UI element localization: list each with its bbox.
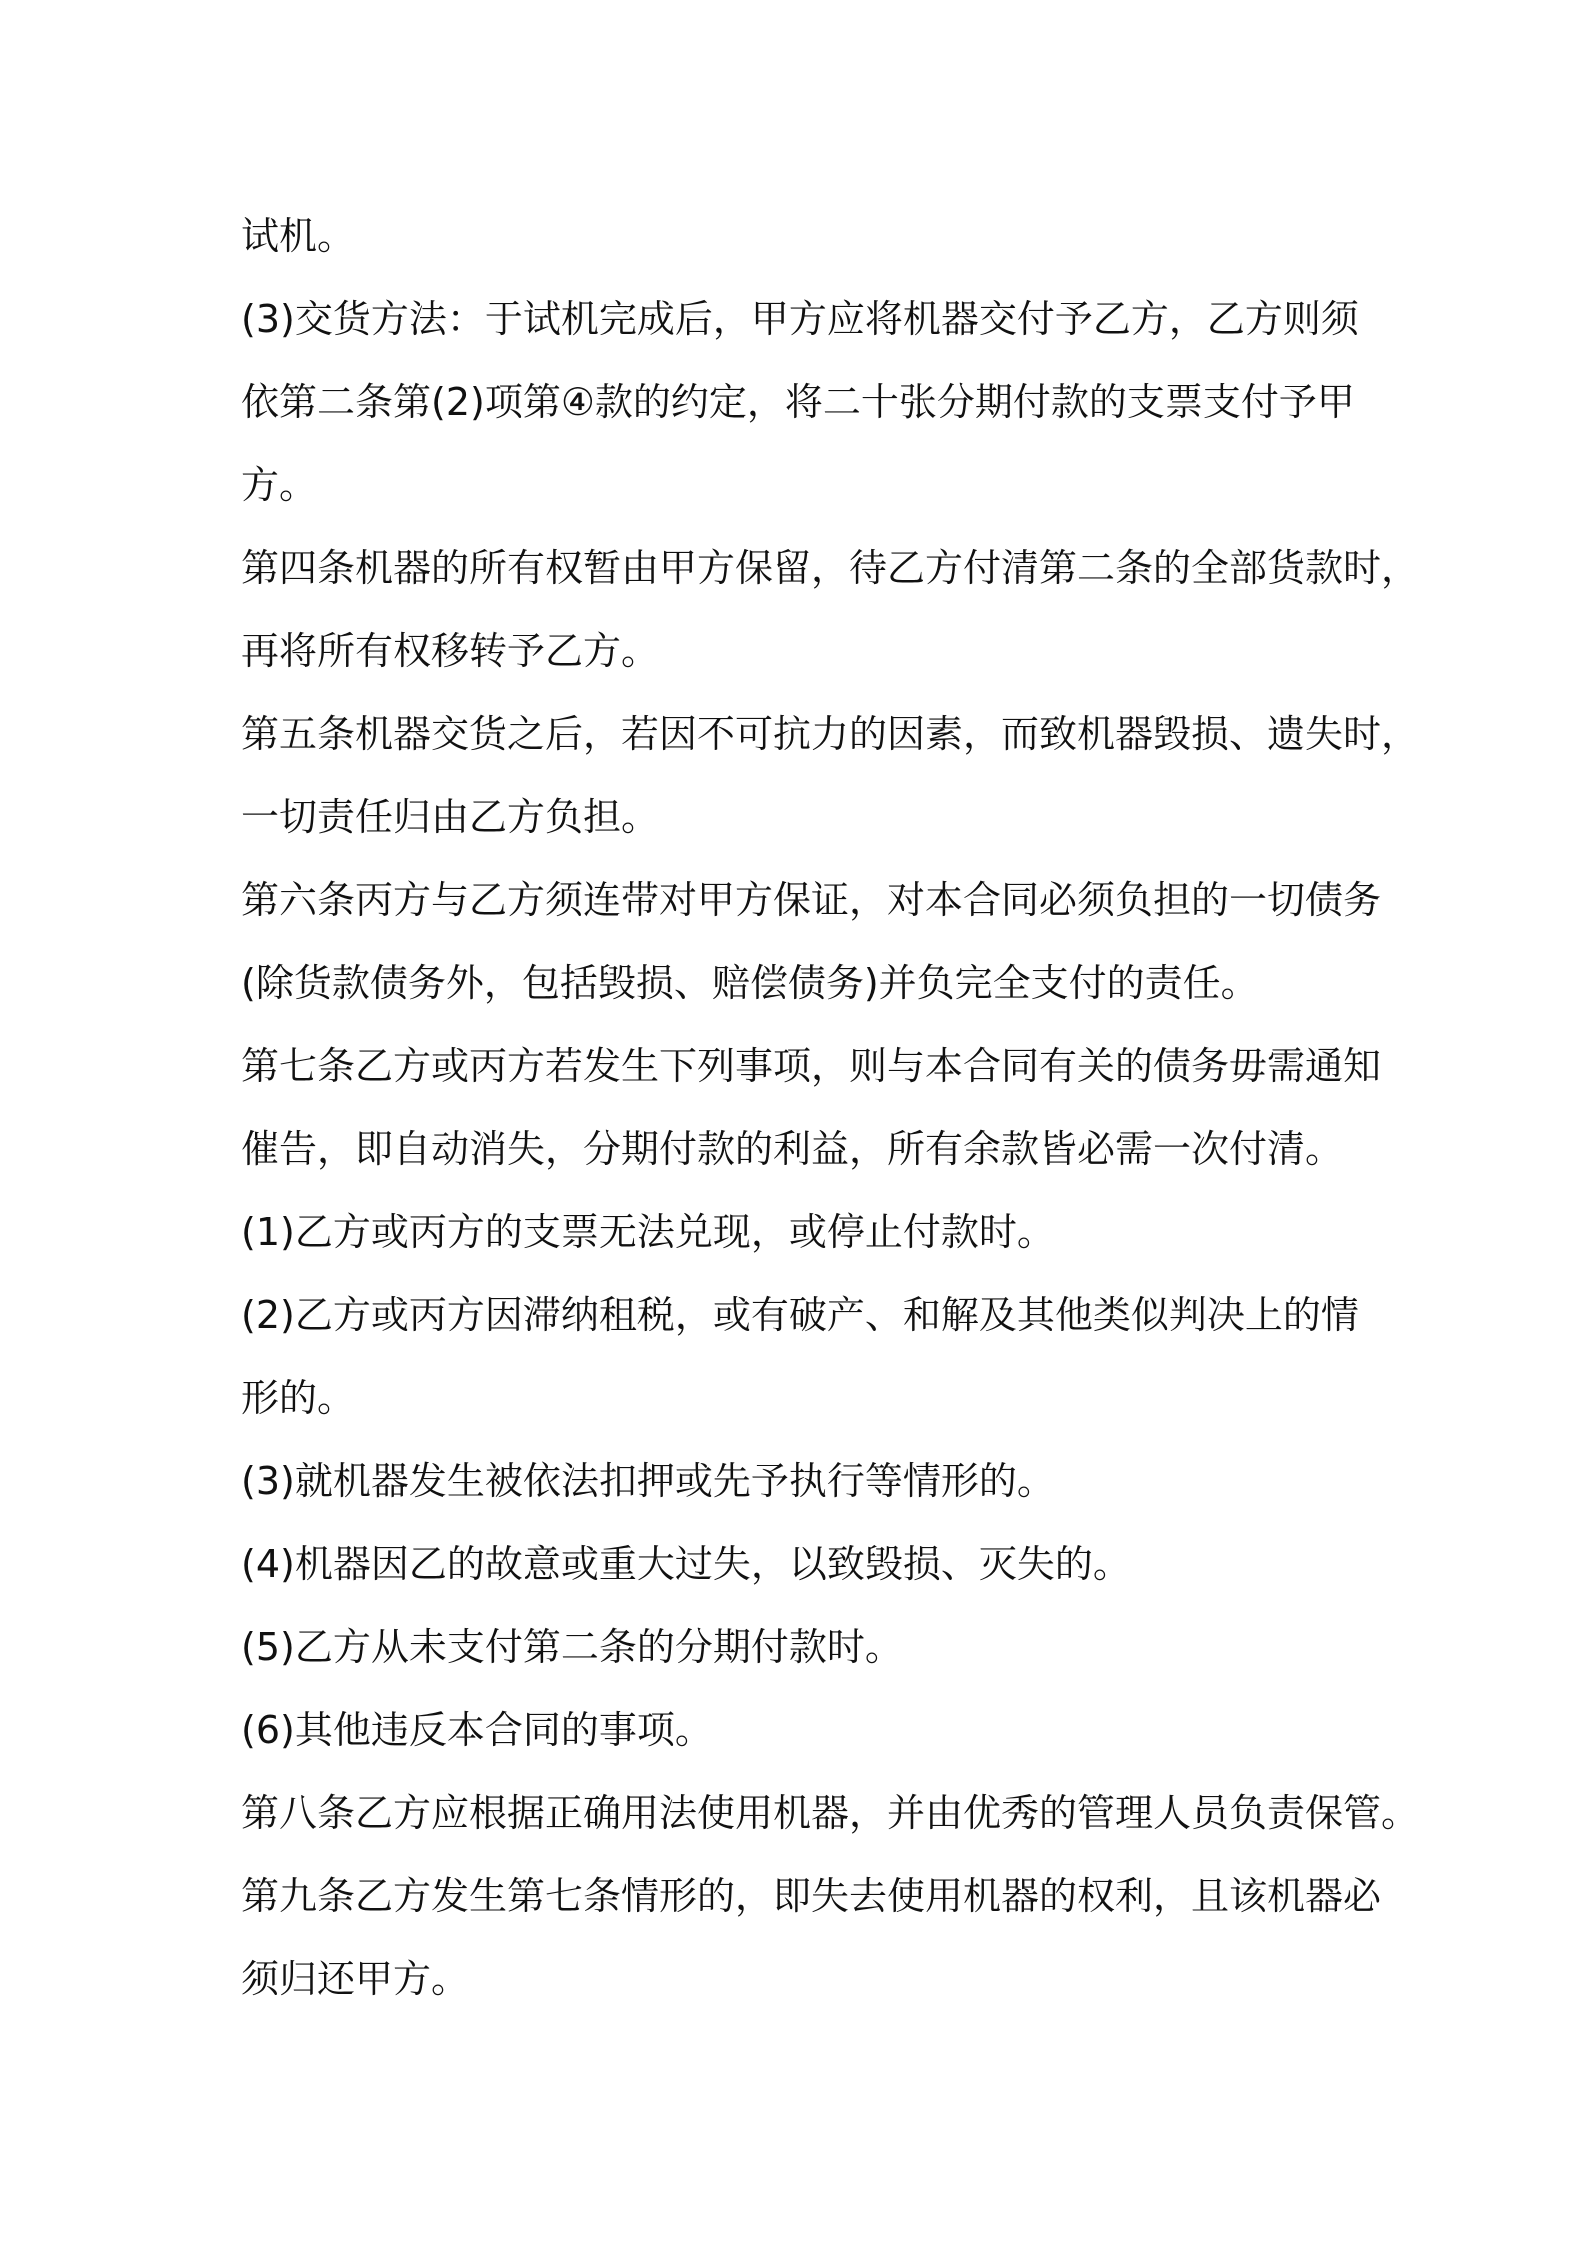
text-line: 第四条机器的所有权暂由甲方保留，待乙方付清第二条的全部货款时， [241, 546, 1420, 590]
text-line: 第五条机器交货之后，若因不可抗力的因素，而致机器毁损、遗失时， [241, 712, 1420, 756]
text-line: 催告，即自动消失，分期付款的利益，所有余款皆必需一次付清。 [241, 1127, 1344, 1171]
text-line: (4)机器因乙的故意或重大过失，以致毁损、灭失的。 [241, 1542, 1131, 1586]
text-line: 依第二条第(2)项第④款的约定，将二十张分期付款的支票支付予甲 [241, 380, 1355, 424]
document-body [241, 195, 1420, 2021]
text-line: 一切责任归由乙方负担。 [241, 795, 660, 839]
text-line: (除货款债务外，包括毁损、赔偿债务)并负完全支付的责任。 [241, 961, 1259, 1005]
text-line: (2)乙方或丙方因滞纳租税，或有破产、和解及其他类似判决上的情 [241, 1293, 1359, 1337]
text-line: (5)乙方从未支付第二条的分期付款时。 [241, 1625, 903, 1669]
text-line: 第七条乙方或丙方若发生下列事项，则与本合同有关的债务毋需通知 [241, 1044, 1382, 1088]
text-line: (3)就机器发生被依法扣押或先予执行等情形的。 [241, 1459, 1055, 1503]
text-line: 方。 [241, 463, 318, 507]
text-line: (1)乙方或丙方的支票无法兑现，或停止付款时。 [241, 1210, 1055, 1254]
text-line: 再将所有权移转予乙方。 [241, 629, 660, 673]
text-line: 第八条乙方应根据正确用法使用机器，并由优秀的管理人员负责保管。 [241, 1791, 1420, 1835]
text-line: 第九条乙方发生第七条情形的，即失去使用机器的权利，且该机器必 [241, 1874, 1382, 1918]
text-line: 形的。 [241, 1376, 356, 1420]
text-line: 第六条丙方与乙方须连带对甲方保证，对本合同必须负担的一切债务 [241, 878, 1382, 922]
text-line: 试机。 [241, 214, 356, 258]
text-line: (3)交货方法：于试机完成后，甲方应将机器交付予乙方，乙方则须 [241, 297, 1359, 341]
text-line: 须归还甲方。 [241, 1957, 470, 2001]
text-line: (6)其他违反本合同的事项。 [241, 1708, 713, 1752]
